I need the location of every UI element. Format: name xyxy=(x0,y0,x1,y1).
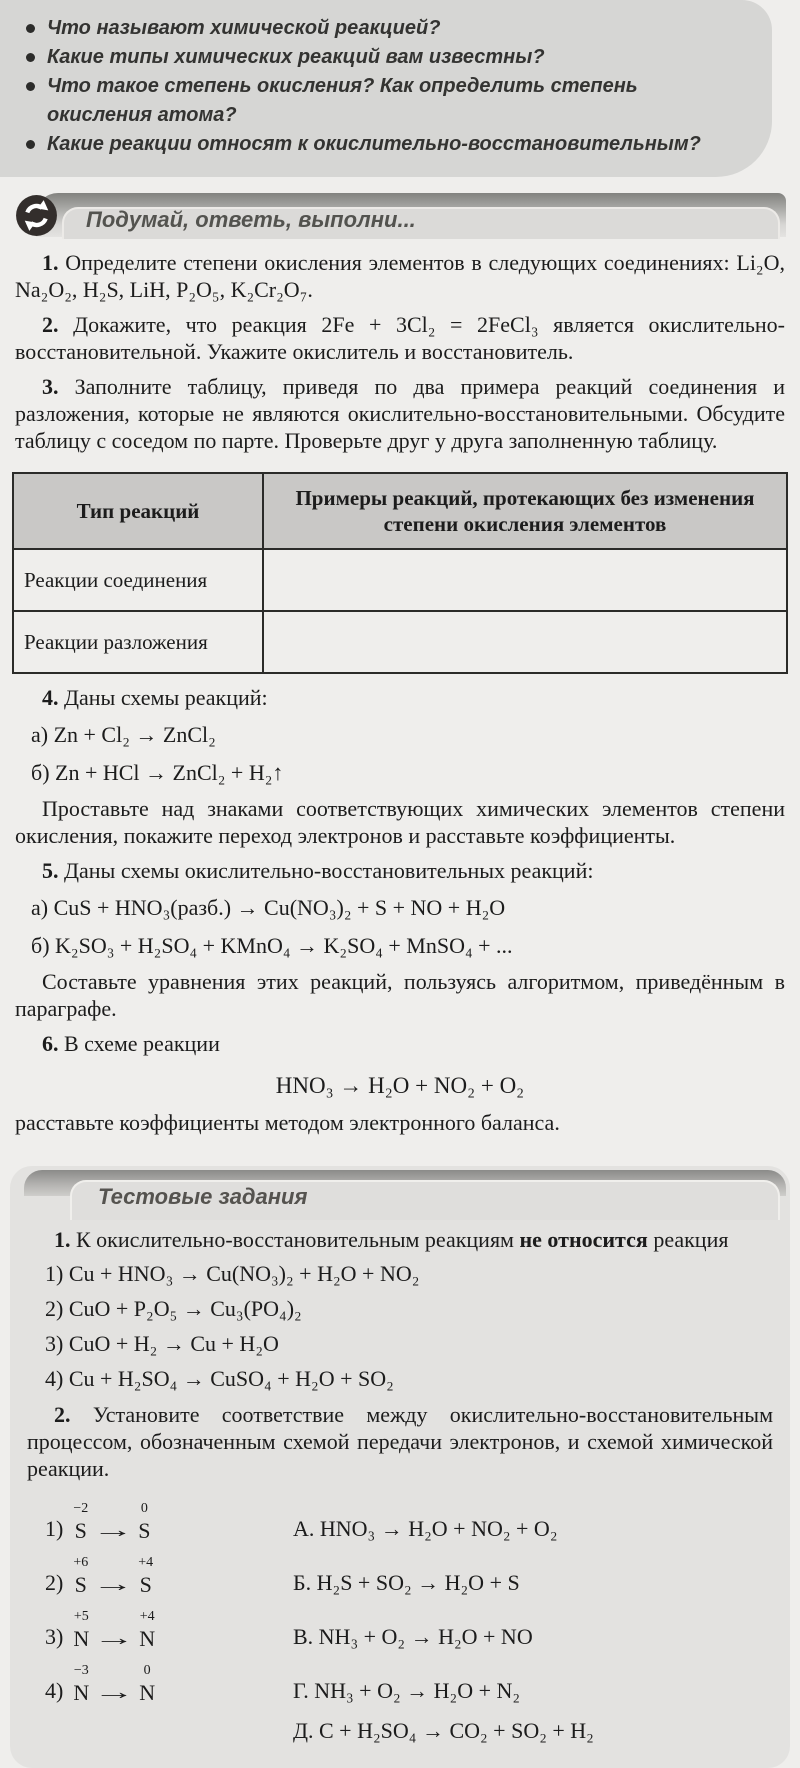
question-item xyxy=(26,72,720,130)
oxidation-state: −2 xyxy=(73,1501,89,1516)
task-number: 2. xyxy=(42,312,59,337)
task-text: Заполните таблицу, приведя по два примера реакций соединения и разложения, которые не являются окислительно-восстановительными. Обсудите таблицу с соседом по парте. Проверьте друг у друга заполненную таблицу. xyxy=(15,374,785,453)
task-text: В схеме реакции xyxy=(64,1031,220,1056)
question-text: реакция xyxy=(653,1227,729,1252)
element-symbol: S xyxy=(139,1572,152,1597)
table-row xyxy=(13,611,787,673)
task-4-follow: Проставьте над знаками соответствующих химических элементов степени окисления, покажите переход электронов и расставьте коэффициенты. xyxy=(15,796,785,848)
question-text: Какие типы химических реакций вам известны? xyxy=(47,46,545,68)
test-question-2 xyxy=(27,1401,773,1482)
row-type-cell: Реакции разложения xyxy=(13,611,263,673)
task-number: 4. xyxy=(42,685,59,710)
element-symbol: S xyxy=(74,1572,87,1597)
electron-scheme xyxy=(45,1610,293,1650)
task-number: 1. xyxy=(54,1227,71,1252)
task-4 xyxy=(15,684,785,711)
section-title: Подумай, ответь, выполни... xyxy=(86,207,416,232)
task-number: 6. xyxy=(42,1031,59,1056)
task-number: 5. xyxy=(42,858,59,883)
item-number: 1) xyxy=(45,1516,64,1541)
element-symbol: N xyxy=(139,1680,156,1705)
task-text: Определите степени окисления элементов в следующих соединениях: Li₂O, Na₂O₂, H₂S, LiH, P₂O₅, K₂Cr₂O₇. xyxy=(15,250,785,302)
question-text: Что называют химической реакцией? xyxy=(47,17,441,39)
test-question-1 xyxy=(27,1226,773,1253)
task-3 xyxy=(15,373,785,454)
bullet-icon xyxy=(26,53,35,62)
row-type-cell: Реакции соединения xyxy=(13,549,263,611)
review-questions-box xyxy=(0,0,772,177)
task-text: Даны схемы реакций: xyxy=(64,685,268,710)
table-header-row xyxy=(13,473,787,549)
element-symbol: S xyxy=(74,1518,87,1543)
equation-line: б) Zn + HCl → ZnCl₂ + H₂↑ xyxy=(31,760,284,785)
task-text: Докажите, что реакция 2Fe + 3Cl₂ = 2FeCl₃ является окислительно-восстановительной. Укажите окислитель и восстановитель. xyxy=(15,312,785,364)
element-symbol: N xyxy=(73,1680,90,1705)
equation-line: а) CuS + HNO₃(разб.) → Cu(NO₃)₂ + S + NO + H₂O xyxy=(31,895,506,920)
reaction-scheme: Б. H₂S + SO₂ → H₂O + S xyxy=(293,1570,520,1595)
reaction-scheme: Д. C + H₂SO₄ → CO₂ + SO₂ + H₂ xyxy=(293,1718,594,1743)
answer-option: 4) Cu + H₂SO₄ → CuSO₄ + H₂O + SO₂ xyxy=(45,1366,394,1391)
oxidation-state: 0 xyxy=(143,1663,151,1678)
test-section-header xyxy=(12,1166,788,1218)
answer-option: 2) CuO + P₂O₅ → Cu₃(PO₄)₂ xyxy=(45,1296,302,1321)
oxidation-state: +4 xyxy=(138,1555,154,1570)
electron-scheme-empty xyxy=(45,1718,293,1744)
reaction-scheme: В. NH₃ + O₂ → H₂O + NO xyxy=(293,1624,533,1649)
cycle-arrows-icon xyxy=(14,193,59,238)
answer-option: 1) Cu + HNO₃ → Cu(NO₃)₂ + H₂O + NO₂ xyxy=(45,1261,420,1286)
question-item xyxy=(26,43,720,72)
question-text: К окислительно-восстановительным реакциям xyxy=(76,1227,514,1252)
reaction-scheme: А. HNO₃ → H₂O + NO₂ + O₂ xyxy=(293,1516,558,1541)
section-title: Тестовые задания xyxy=(98,1184,308,1209)
test-section xyxy=(10,1166,790,1768)
oxidation-state: +4 xyxy=(139,1609,155,1624)
task-1 xyxy=(15,249,785,303)
element-symbol: S xyxy=(138,1518,151,1543)
question-item xyxy=(26,14,720,43)
table-header-examples: Примеры реакций, протекающих без изменения степени окисления элементов xyxy=(263,473,787,549)
element-symbol: N xyxy=(73,1626,90,1651)
task-2 xyxy=(15,311,785,365)
table-row xyxy=(13,549,787,611)
question-text: Установите соответствие между окислительно-восстановительным процессом, обозначенным схемой передачи электронов, и схемой химической реакции. xyxy=(27,1402,773,1481)
item-number: 2) xyxy=(45,1570,64,1595)
electron-scheme xyxy=(45,1502,293,1542)
task-5 xyxy=(15,857,785,884)
row-example-cell xyxy=(263,549,787,611)
bullet-icon xyxy=(26,140,35,149)
question-item xyxy=(26,130,720,159)
task-number: 2. xyxy=(54,1402,71,1427)
arrow-icon: → xyxy=(92,1517,135,1542)
task-5-follow: Составьте уравнения этих реакций, пользуясь алгоритмом, приведённым в параграфе. xyxy=(15,969,785,1021)
item-number: 4) xyxy=(45,1678,64,1703)
question-text-bold: не относится xyxy=(519,1227,648,1252)
task-6 xyxy=(15,1030,785,1057)
oxidation-state: +5 xyxy=(73,1609,89,1624)
oxidation-state: 0 xyxy=(140,1501,148,1516)
row-example-cell xyxy=(263,611,787,673)
reaction-scheme: Г. NH₃ + O₂ → H₂O + N₂ xyxy=(293,1678,521,1703)
item-number: 3) xyxy=(45,1624,64,1649)
oxidation-state: −3 xyxy=(73,1663,89,1678)
reaction-types-table xyxy=(12,472,788,674)
task-number: 1. xyxy=(42,250,59,275)
bullet-icon xyxy=(26,24,35,33)
answer-option: 3) CuO + H₂ → Cu + H₂O xyxy=(45,1331,279,1356)
arrow-icon: → xyxy=(93,1625,136,1650)
question-text: Что такое степень окисления? Как определить степень окисления атома? xyxy=(47,75,638,126)
electron-scheme xyxy=(45,1556,293,1596)
matching-exercise xyxy=(45,1502,773,1744)
task-6-follow: расставьте коэффициенты методом электронного баланса. xyxy=(15,1110,560,1135)
arrow-icon: → xyxy=(93,1679,136,1704)
bullet-icon xyxy=(26,82,35,91)
task-text: Даны схемы окислительно-восстановительных реакций: xyxy=(64,858,594,883)
arrow-icon: → xyxy=(92,1571,135,1596)
oxidation-state: +6 xyxy=(73,1555,89,1570)
table-header-type: Тип реакций xyxy=(13,473,263,549)
think-section-header xyxy=(0,191,800,241)
centered-equation: HNO₃ → H₂O + NO₂ + O₂ xyxy=(275,1073,525,1098)
equation-line: а) Zn + Cl₂ → ZnCl₂ xyxy=(31,722,216,747)
element-symbol: N xyxy=(139,1626,156,1651)
question-text: Какие реакции относят к окислительно-восстановительным? xyxy=(47,133,701,155)
equation-line: б) K₂SO₃ + H₂SO₄ + KMnO₄ → K₂SO₄ + MnSO₄ + ... xyxy=(31,933,513,958)
electron-scheme xyxy=(45,1664,293,1704)
task-number: 3. xyxy=(42,374,59,399)
